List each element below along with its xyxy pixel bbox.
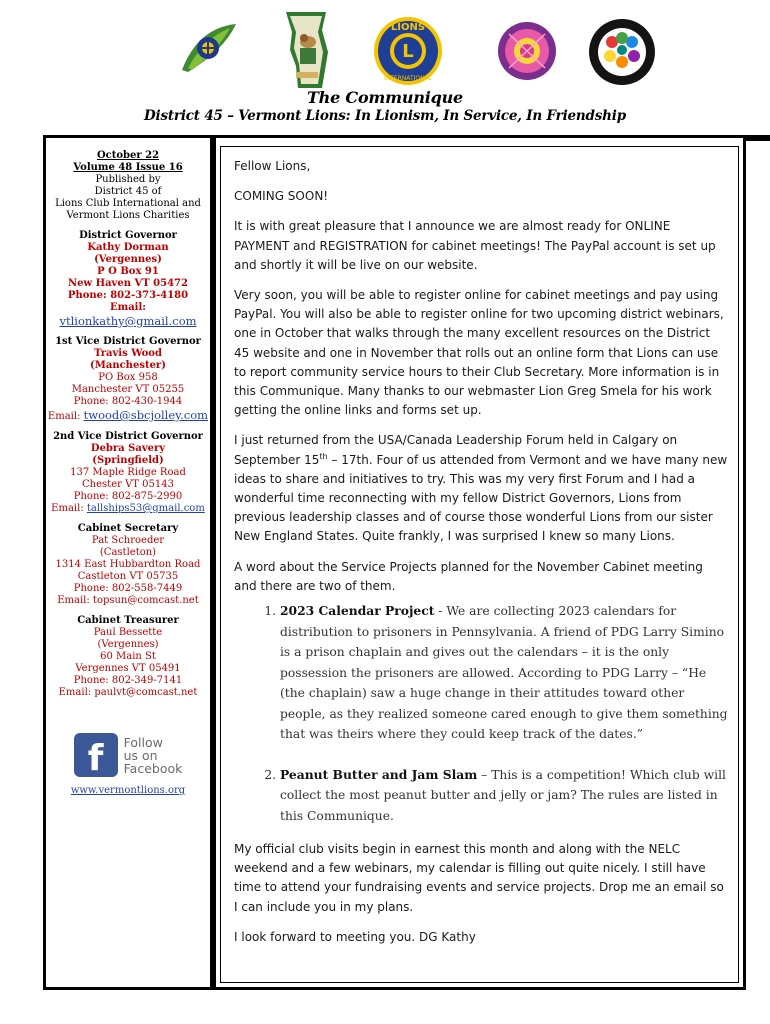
published-line: Published by (95, 174, 161, 185)
letter-paragraph: A word about the Service Projects planned for the November Cabinet meeting and there are two of them. (234, 559, 703, 593)
facebook-follow-label (124, 736, 183, 775)
facebook-follow-button[interactable] (46, 733, 210, 777)
issue-date: October 22 (96, 150, 160, 161)
contact-address: 1314 East Hubbardton Road (55, 559, 201, 570)
contact-email-label: Email: (47, 411, 81, 422)
contact-city: Vergennes VT 05491 (75, 663, 181, 674)
contact-name: Kathy Dorman (87, 242, 169, 253)
facebook-follow-line: Follow (123, 734, 163, 750)
contact-town: (Vergennes) (97, 639, 159, 650)
svg-text:LIONS: LIONS (390, 22, 426, 33)
contact-name: Pat Schroeder (91, 535, 165, 546)
contact-name: Debra Savery (90, 443, 166, 454)
letter-paragraph (234, 431, 728, 546)
letter-coming-soon: COMING SOON! (234, 189, 329, 204)
district-governor-seal-icon (588, 18, 656, 86)
district-governor-contact (46, 230, 210, 328)
contact-town: (Castleton) (99, 547, 157, 558)
newsletter-subtitle: District 45 – Vermont Lions: In Lionism, In Service, In Friendship (144, 108, 626, 124)
contact-email: Email: topsun@comcast.net (57, 595, 199, 606)
contact-address: P O Box 91 (97, 266, 159, 277)
newsletter-title: The Communique (306, 88, 464, 107)
secretary-contact (46, 523, 210, 607)
list-item (280, 765, 728, 827)
facebook-follow-line: us on (123, 747, 158, 763)
forum-text-start: I just returned from the USA/Canada Leadership Forum held in Calgary on September 15 (234, 433, 678, 467)
letter-paragraph: My official club visits begin in earnest this month and along with the NELC weekend and a few webinars, my calendar is filling out quite nicely. I still have time to attend your fundraising events and service projects. Drop me an email so I can include you in my plans. (234, 842, 724, 914)
first-vice-contact (46, 336, 210, 423)
contact-phone: Phone: 802-373-4180 (67, 290, 189, 301)
letter-closing: I look forward to meeting you. DG Kathy (234, 929, 476, 944)
letter-paragraph: Very soon, you will be able to register online for cabinet meetings and pay using PayPal. You will also be able to register online for two upcoming district webinars, one in October that walks through the many excellent resources on the District 45 website and one in November that rolls out an online form that Lions can use to report community service hours to their Club Secretary. More information is in this Communique. Many thanks to our webmaster Lion Greg Smela for his work getting the online links and forms set up. (234, 288, 724, 418)
issue-volume: Volume 48 Issue 16 (73, 162, 183, 173)
letter-paragraph: It is with great pleasure that I announce we are almost ready for ONLINE PAYMENT and REGISTRATION for cabinet meetings! The PayPal account is set up and shortly it will be live on our website. (234, 219, 716, 272)
facebook-follow-line: Facebook (123, 760, 183, 776)
contact-heading: Cabinet Secretary (77, 523, 179, 534)
contact-city: Manchester VT 05255 (71, 384, 185, 395)
contact-heading: 1st Vice District Governor (55, 336, 201, 347)
contact-town: (Vergennes) (94, 254, 162, 265)
contact-email: Email: paulvt@comcast.net (58, 687, 198, 698)
published-line: Lions Club International and (55, 198, 201, 209)
main-column (213, 138, 746, 990)
letter-greeting: Fellow Lions, (234, 159, 311, 173)
contact-phone: Phone: 802-558-7449 (73, 583, 183, 594)
contact-city: Castleton VT 05735 (77, 571, 179, 582)
contact-city: Chester VT 05143 (82, 479, 174, 490)
svg-text:L: L (402, 41, 414, 62)
contact-email-link[interactable]: tallships53@gmail.com (86, 503, 205, 514)
contact-phone: Phone: 802-349-7141 (73, 675, 183, 686)
contact-address: 137 Maple Ridge Road (70, 467, 186, 478)
project-title: Peanut Butter and Jam Slam (280, 766, 478, 782)
contact-city: New Haven VT 05472 (68, 278, 188, 289)
vermont-lions-map-icon (282, 10, 332, 90)
contact-email-row (46, 503, 210, 515)
contact-heading: Cabinet Treasurer (77, 615, 179, 626)
district-seal-pink-icon (497, 20, 557, 82)
contact-name: Travis Wood (94, 348, 162, 359)
contact-email-label: Email: (110, 302, 146, 313)
header-logos (0, 8, 770, 90)
project-text: - We are collecting 2023 calendars for distribution to prisoners in Pennsylvania. A friend of PDG Larry Simino is a prison chaplain and gives out the calendars – it is the only possession the prisoners are allowed. According to PDG Larry – “He (the chaplain) saw a huge change in their attitudes toward other people, as they realized someone cared enough to give them something that was theirs where they could keep track of the dates.” (280, 604, 728, 742)
contact-name: Paul Bessette (93, 627, 163, 638)
contact-heading: District Governor (79, 230, 177, 241)
contact-phone: Phone: 802-430-1944 (73, 396, 183, 407)
treasurer-contact (46, 615, 210, 699)
contact-phone: Phone: 802-875-2990 (73, 491, 183, 502)
project-text: – This is a competition! Which club will collect the most peanut butter and jelly or jam? The rules are listed in this Communique. (280, 767, 726, 823)
contact-email-row (46, 408, 210, 423)
contact-town: (Springfield) (92, 455, 164, 466)
project-title: 2023 Calendar Project (280, 603, 435, 619)
contact-address: 60 Main St (100, 651, 156, 662)
contact-email-link[interactable]: vtlionkathy@gmail.com (59, 314, 197, 328)
contact-email-link[interactable]: twood@sbcjolley.com (83, 408, 209, 422)
forum-text-end: – 17th. Four of us attended from Vermont and we have many new ideas to share and initiatives to try. This was my very first Forum and I had a wonderful time reconnecting with my fellow District Governors, Lions from previous leadership classes and of course those wonderful Lions from our sister New England States. Quite frankly, I was surprised I knew so many Lions. (234, 452, 728, 544)
facebook-icon: f (74, 733, 118, 777)
service-projects-list (234, 601, 728, 826)
contact-town: (Manchester) (90, 360, 166, 371)
right-divider (746, 138, 770, 141)
issue-info (46, 150, 210, 222)
second-vice-contact (46, 431, 210, 515)
published-line: District 45 of (94, 186, 162, 197)
list-item (280, 601, 728, 745)
svg-text:INTERNATIONAL: INTERNATIONAL (383, 75, 433, 82)
sidebar (43, 138, 213, 990)
lions-leaf-emblem-icon (178, 20, 240, 76)
published-line: Vermont Lions Charities (66, 210, 190, 221)
ordinal-suffix: th (319, 451, 328, 461)
letter-body (220, 146, 739, 983)
contact-heading: 2nd Vice District Governor (53, 431, 203, 442)
contact-email-label: Email: (51, 503, 84, 514)
website-link[interactable]: www.vermontlions.org (70, 785, 186, 796)
lions-international-logo-icon (371, 8, 445, 94)
contact-address: PO Box 958 (98, 372, 158, 383)
